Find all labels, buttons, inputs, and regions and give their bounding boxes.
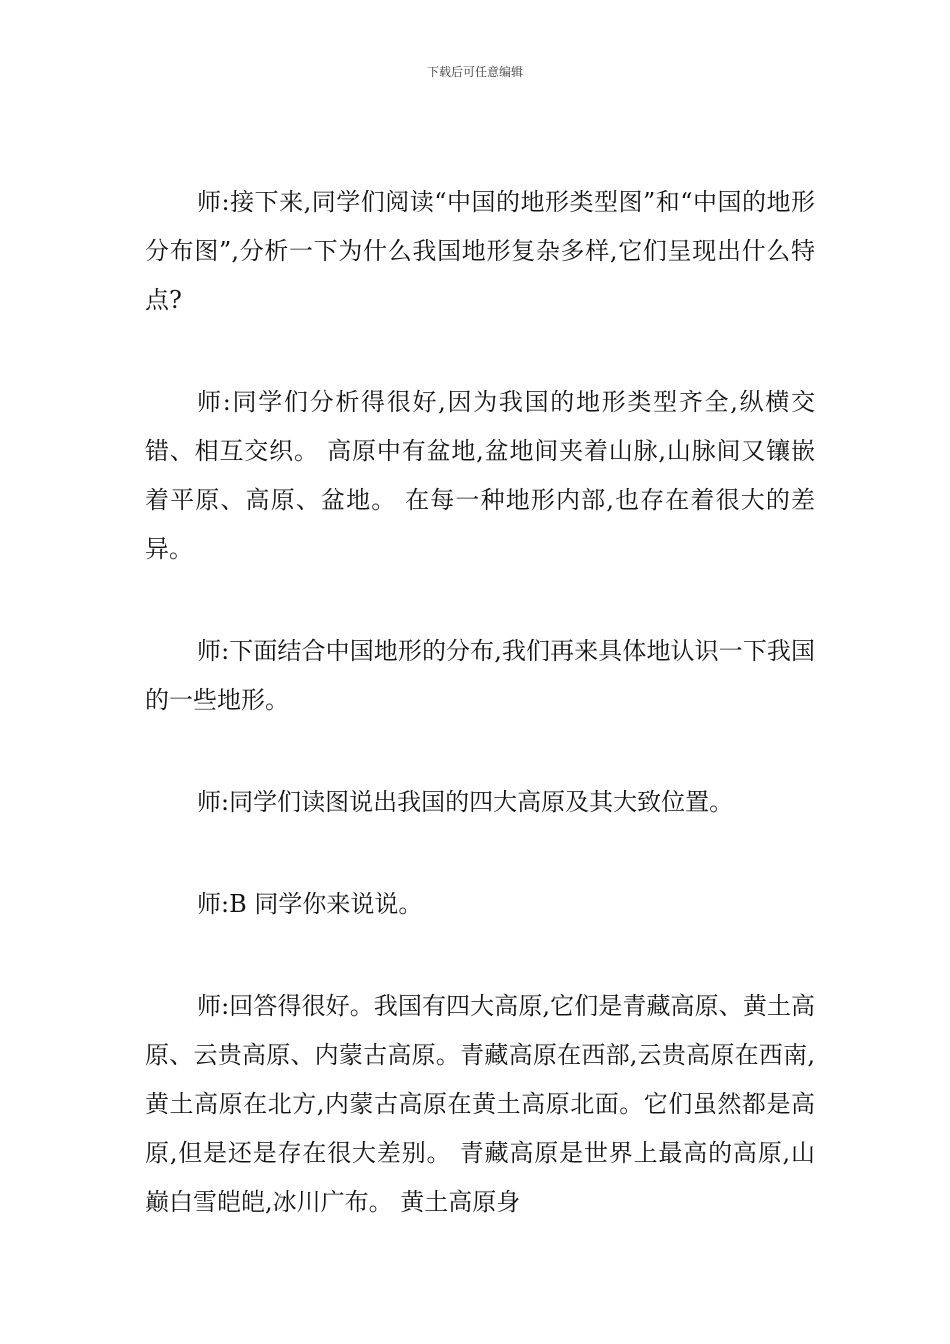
document-body (145, 178, 815, 1227)
paragraph-4: 师:同学们读图说出我国的四大高原及其大致位置。 (197, 788, 734, 816)
paragraph-5: 师:B 同学你来说说。 (197, 890, 423, 918)
paragraph-1: 师:接下来,同学们阅读“中国的地形类型图”和“中国的地形分布图”,分析一下为什么我国地形复杂多样,它们呈现出什么特点? (145, 188, 815, 314)
paragraph-3: 师:下面结合中国地形的分布,我们再来具体地认识一下我国的一些地形。 (145, 637, 815, 714)
paragraph-6: 师:回答得很好。我国有四大高原,它们是青藏高原、黄土高原、云贵高原、内蒙古高原。青藏高原在西部,云贵高原在西南,黄土高原在北方,内蒙古高原在黄土高原北面。它们虽然都是高原,但是还是存在很大差别。 青藏高原是世界上最高的高原,山巅白雪皑皑,冰川广布。 黄土高原身 (145, 992, 815, 1216)
page-header-note: 下载后可任意编辑 (426, 65, 523, 79)
paragraph-2: 师:同学们分析得很好,因为我国的地形类型齐全,纵横交错、相互交织。 高原中有盆地,盆地间夹着山脉,山脉间又镶嵌着平原、高原、盆地。 在每一种地形内部,也存在着很大的差异。 (145, 388, 815, 563)
